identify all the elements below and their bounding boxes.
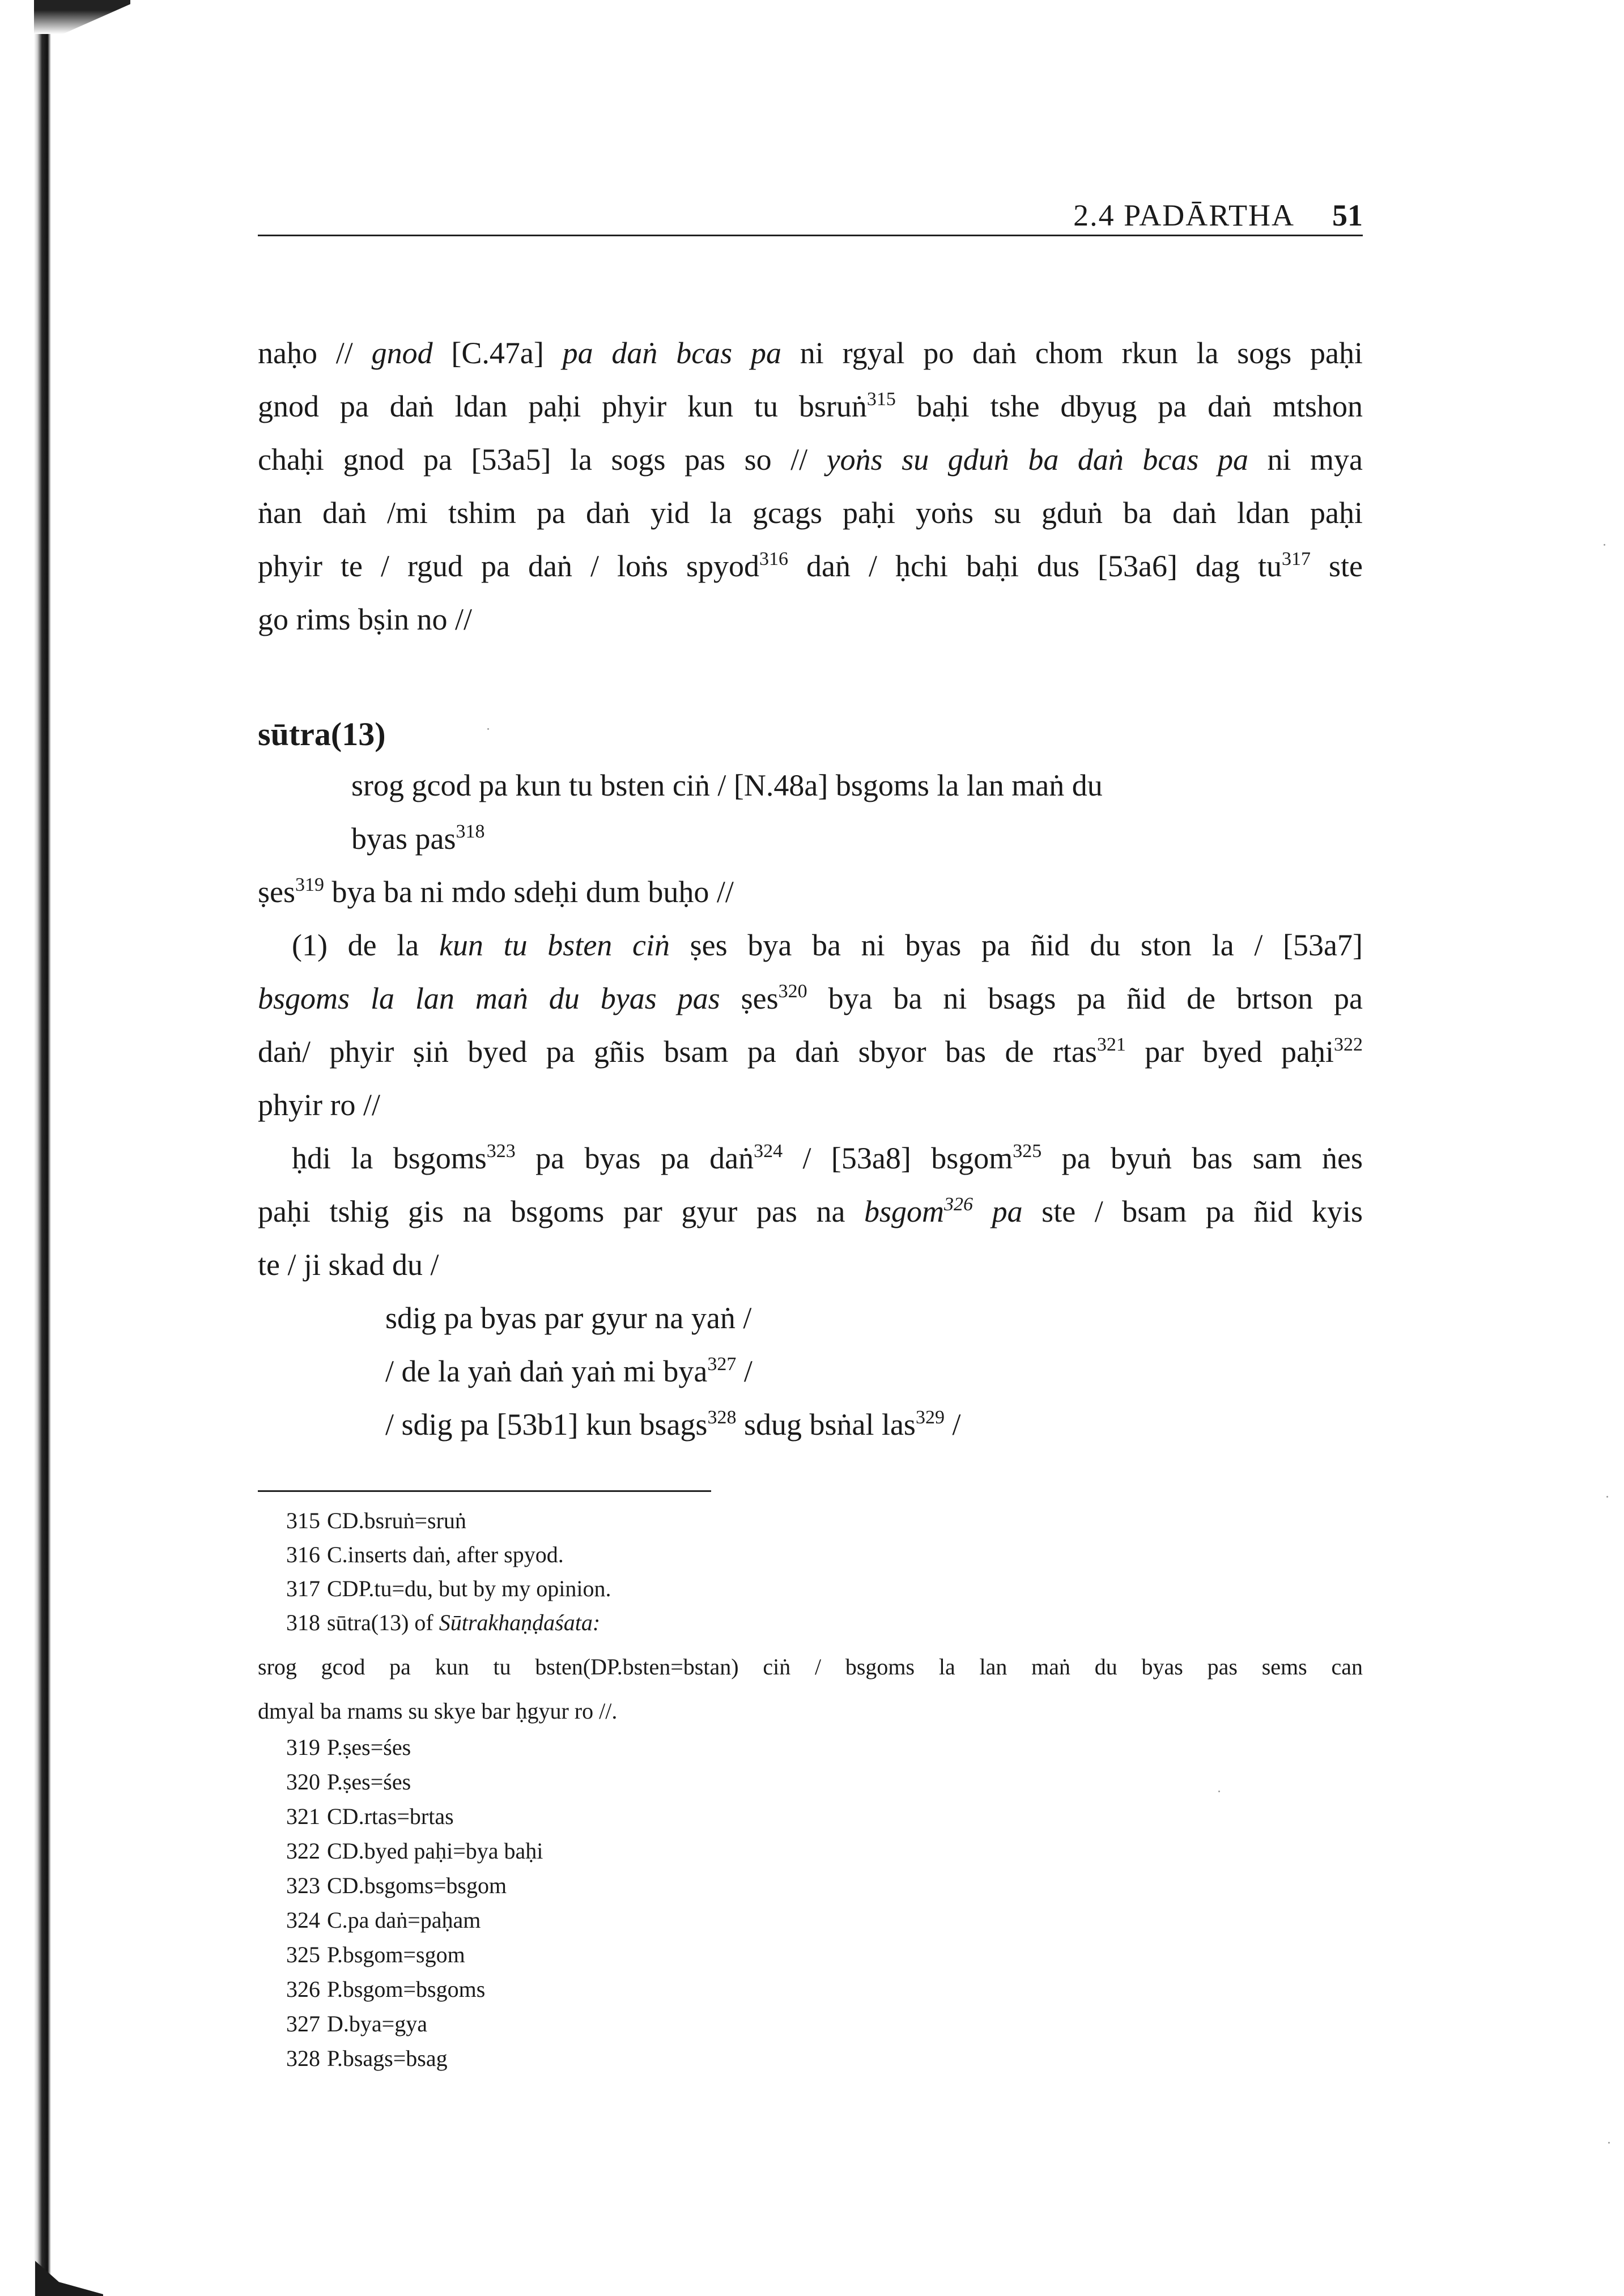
footnote: 317 CDP.tu=du, but by my opinion. (286, 1576, 611, 1601)
footnote: 327 D.bya=gya (286, 2011, 427, 2036)
text-line: phyir te / rgud pa daṅ / loṅs spyod$^{316}$ daṅ / ḥchi baḥi dus [53a6] dag $tu^{317}$ ste (258, 549, 1363, 583)
footnote: 322 CD.byed paḥi=bya baḥi (286, 1838, 543, 1864)
scan-speck (487, 728, 489, 730)
page-number: 51 (1332, 198, 1363, 232)
footnote: 328 P.bsags=bsag (286, 2046, 448, 2071)
verse-line: sdig pa byas par gyur na yaṅ / (385, 1301, 752, 1335)
text-line: ḥdi la bsgoms$^{323}$ pa byas pa daṅ$^{324}$ / [53a8] bsgom$^{325}$ pa byuṅ bas sam ṅes (292, 1141, 1363, 1175)
footnote: 321 CD.rtas=brtas (286, 1804, 454, 1829)
text-line: bsgoms la lan maṅ du byas pas ṣes$^{320}$ bya ba ni bsags pa ñid de brtson pa (258, 981, 1363, 1015)
scan-speck (1604, 544, 1605, 546)
text-line: paḥi tshig gis na bsgoms par gyur pas na bsgom$^{326}$ pa ste / bsam pa ñid kyis (258, 1194, 1363, 1228)
footnote: 319 P.ṣes=śes (286, 1734, 411, 1760)
footnote: 315 CD.bsruṅ=sruṅ (286, 1508, 466, 1533)
footnote: 323 CD.bsgoms=bsgom (286, 1873, 507, 1898)
text-line: te / ji skad du / (258, 1248, 439, 1282)
text-line: naḥo // gnod [C.47a] pa daṅ bcas pa ni rgyal po daṅ chom rkun la sogs paḥi (258, 336, 1363, 370)
footnote-continuation: srog gcod pa kun tu bsten(DP.bsten=bstan) ciṅ / bsgoms la lan maṅ du byas pas sems can (258, 1654, 1363, 1680)
footnote-rule (258, 1490, 711, 1492)
header-rule (258, 235, 1363, 236)
text-line: chaḥi gnod pa [53a5] la sogs pas so // yoṅs su gduṅ ba daṅ bcas pa ni mya (258, 443, 1363, 477)
footnote: 324 C.pa daṅ=paḥam (286, 1907, 481, 1933)
footnote-continuation: dmyal ba rnams su skye bar ḥgyur ro //. (258, 1698, 618, 1724)
footnote: 320 P.ṣes=śes (286, 1769, 411, 1795)
running-header (258, 198, 1363, 236)
scan-speck (1608, 2142, 1610, 2144)
sutra-line: srog gcod pa kun tu bsten ciṅ / [N.48a] bsgoms la lan maṅ du (351, 768, 1103, 802)
verse-line: / sdig pa [53b1] kun bsags$^{328}$ sdug bsṅal las$^{329}$ / (385, 1407, 961, 1442)
sutra-heading: sūtra(13) (258, 716, 386, 752)
footnote: 318 sūtra(13) of Sūtrakhaṇḍaśata: (286, 1610, 601, 1635)
scan-speck (1218, 1791, 1220, 1792)
footnote: 325 P.bsgom=sgom (286, 1942, 465, 1967)
scan-speck (1606, 1496, 1608, 1498)
text-line: ṅan daṅ /mi tshim pa daṅ yid la gcags paḥi yoṅs su gduṅ ba daṅ ldan paḥi (258, 496, 1363, 530)
footnote: 316 C.inserts daṅ, after spyod. (286, 1542, 564, 1567)
book-spine-top-edge (34, 0, 130, 34)
verse-line: / de la yaṅ daṅ yaṅ mi bya$^{327}$ / (385, 1354, 753, 1388)
text-line: go rims bṣin no // (258, 602, 473, 636)
text-line: (1) de la kun tu bsten ciṅ ṣes bya ba ni byas pa ñid du ston la / [53a7] (292, 928, 1363, 962)
text-line: phyir ro // (258, 1088, 380, 1122)
text-line: ṣes$^{319}$ bya ba ni mdo sdeḥi dum buḥo // (258, 874, 734, 909)
footnote: 326 P.bsgom=bsgoms (286, 1976, 486, 2002)
book-spine-shadow (0, 0, 51, 2296)
text-line: gnod pa daṅ ldan paḥi phyir kun tu bsruṅ$^{315}$ baḥi tshe dbyug pa daṅ mtshon (258, 389, 1363, 423)
text-line: daṅ/ phyir ṣiṅ byed pa gñis bsam pa daṅ sbyor bas de rtas$^{321}$ par byed paḥi$^{322}$ (258, 1034, 1363, 1069)
sutra-line: byas pas$^{318}$ (351, 821, 485, 856)
running-header-section: 2.4 PADĀRTHA (1073, 198, 1295, 232)
